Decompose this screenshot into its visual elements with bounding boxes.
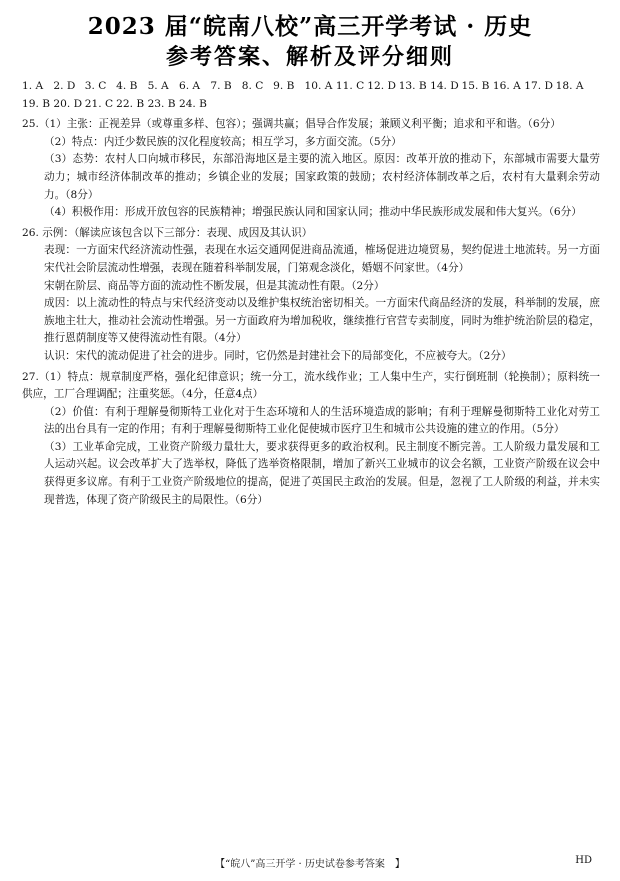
choice-answer: 16. A <box>492 80 521 92</box>
choice-answer: 4. B <box>116 80 138 92</box>
choice-answer: 24. B <box>178 97 207 110</box>
choice-answer: 8. C <box>241 80 264 92</box>
q25-part3: （3）态势：农村人口向城市移民，东部沿海地区是主要的流入地区。原因：改革开放的推动下，东部城市需要大量劳动力；城市经济体制改革的推动；乡镇企业的发展；国家政策的鼓励；农村经济体制改革之后，农村有大量剩余劳动力。（8分） <box>44 153 600 201</box>
choice-answer: 19. B <box>22 97 50 110</box>
q26-summary: 宋朝在阶层、商品等方面的流动性不断发展，但是其流动性有限。（2分） <box>44 279 385 292</box>
q27-part1: 27.（1）特点：规章制度严格，强化纪律意识；统一分工，流水线作业；工人集中生产，实行倒班制（轮换制）；原料统一供应，工厂合理调配；注重奖惩。（4分，任意4点） <box>22 370 600 401</box>
q26-performance: 表现：一方面宋代经济流动性强，表现在水运交通网促进商品流通，榷场促进边境贸易，契约促进土地流转。另一方面宋代社会阶层流动性增强，表现在随着科举制发展，门第观念淡化，婚姻不问家世。（4分） <box>44 244 600 274</box>
choice-answer: 12. D <box>367 80 397 92</box>
page-title: 2023 届“皖南八校”高三开学考试 · 历史 <box>87 13 533 40</box>
choice-answer: 15. B <box>461 80 490 92</box>
choice-answer: 3. C <box>84 80 107 92</box>
choice-answer: 20. D <box>53 97 83 110</box>
choice-answer: 23. B <box>147 97 176 110</box>
choice-answer: 5. A <box>147 80 169 92</box>
footer-code: HD <box>575 855 592 866</box>
choice-answer: 7. B <box>210 80 232 92</box>
choice-answer: 11. C <box>335 80 365 92</box>
choice-answer: 21. C <box>84 97 114 110</box>
choice-answer: 17. D <box>524 80 553 92</box>
choice-answer: 6. A <box>178 80 201 92</box>
choice-answer: 2. D <box>53 80 76 92</box>
choice-answer: 10. A <box>304 80 333 92</box>
q26-causes: 成因：以上流动性的特点与宋代经济变动以及维护集权统治密切相关。一方面宋代商品经济的发展，科举制的发展，庶族地主壮大，推动社会流动性增强。另一方面政府为增加税收，继续推行官营专卖制度，同时为维护统治阶层的稳定，推行恩荫制度等又使得流动性有限。（4分） <box>44 297 600 345</box>
q25-part1: 25.（1）主张：正视差异（或尊重多样、包容）；强调共赢；倡导合作发展；兼顾义利平衡；追求和平和谐。（6分） <box>22 118 561 131</box>
choice-answer: 14. D <box>430 80 459 92</box>
choice-answer: 13. B <box>398 80 427 92</box>
choice-answer: 1. A <box>22 80 44 92</box>
footer-caption: 【“皖八”高三开学 · 历史试卷参考答案 】 <box>215 859 405 870</box>
choice-answer: 18. A <box>555 80 584 92</box>
q27-part3: （3）工业革命完成，工业资产阶级力量壮大，要求获得更多的政治权利。民主制度不断完善。工人阶级力量发展和工人运动兴起。议会改革扩大了选举权，降低了选举资格限制，增加了新兴工业城市的议会名额，工业资产阶级在议会中获得更多议席。有利于工业资产阶级地位的提高，促进了英国民主政治的发展。但是，忽视了工人阶级的利益，并未实现普选，体现了资产阶级民主的局限性。（6分） <box>44 440 600 506</box>
choice-answer: 9. B <box>273 80 295 92</box>
q25-part4: （4）积极作用：形成开放包容的民族精神；增强民族认同和国家认同；推动中华民族形成发展和伟大复兴。（6分） <box>44 206 582 219</box>
q26-understanding: 认识：宋代的流动促进了社会的进步。同时，它仍然是封建社会下的局部变化，不应被夸大。（2分） <box>44 349 512 362</box>
q25-part2: （2）特点：内迁少数民族的汉化程度较高；相互学习，多方面交流。（5分） <box>44 135 402 148</box>
choice-answer: 22. B <box>116 97 145 110</box>
q26-intro: 26. 示例：（解读应该包含以下三部分：表现、成因及其认识） <box>22 226 313 239</box>
q27-part2: （2）价值：有利于理解曼彻斯特工业化对于生态环境和人的生活环境造成的影响；有利于理解曼彻斯特工业化对劳工法的出台具有一定的作用；有利于理解曼彻斯特工业化促使城市医疗卫生和城市公共设施的建立的作用。（5分） <box>44 405 600 436</box>
answer-content <box>22 78 600 509</box>
page-subtitle: 参考答案、解析及评分细则 <box>165 44 454 70</box>
choice-answers <box>22 78 600 113</box>
